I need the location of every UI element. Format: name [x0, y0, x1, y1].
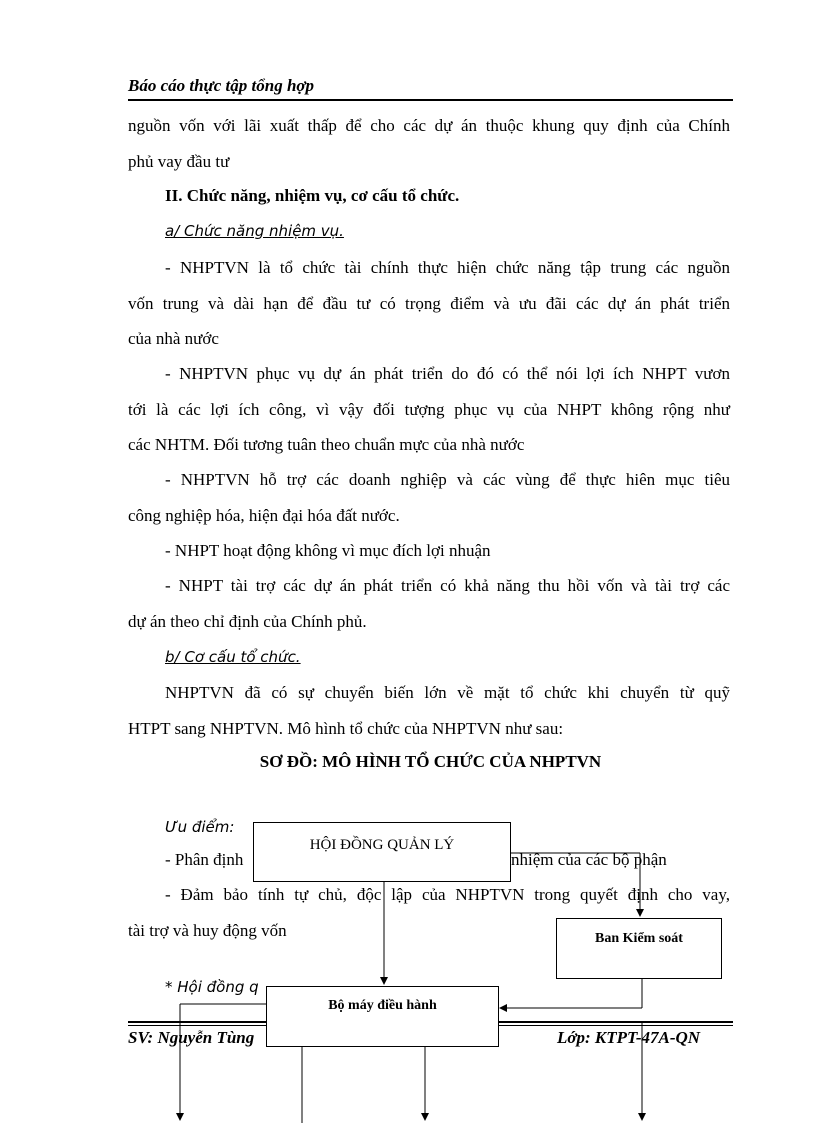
diagram-title: SƠ ĐỒ: MÔ HÌNH TỔ CHỨC CỦA NHPTVN [259, 752, 602, 771]
text-line: - NHPTVN phục vụ dự án phát triển do đó có thể nói lợi ích NHPT vươn [165, 364, 730, 383]
paragraph-6 [128, 568, 730, 639]
board-box: HỘI ĐỒNG QUẢN LÝ [253, 822, 511, 882]
header-rule [128, 99, 733, 101]
text-line: - Đảm bảo tính tự chủ, độc lập của NHPTVN trong quyết định cho vay, [165, 885, 730, 904]
text-line: dự án theo chỉ định của Chính phủ. [128, 611, 367, 631]
text-line: công nghiệp hóa, hiện đại hóa đất nước. [128, 505, 400, 525]
paragraph-2 [128, 250, 730, 357]
text-line: vốn trung và dài hạn để đầu tư có trọng điểm và ưu đãi các dự án phát triển [128, 293, 730, 313]
footer-class: Lớp: KTPT-47A-QN [557, 1028, 701, 1047]
text-line: - Phân định [165, 850, 244, 869]
text-line: các NHTM. Đối tương tuân theo chuẩn mực của nhà nước [128, 435, 525, 454]
advantages-label: Ưu điểm: [165, 818, 235, 836]
paragraph-1 [128, 108, 730, 179]
text-line: phủ vay đầu tư [128, 151, 230, 171]
text-line: - NHPTVN hỗ trợ các doanh nghiệp và các vùng để thực hiên mục tiêu [165, 470, 730, 489]
paragraph-7 [128, 675, 730, 746]
paragraph-3 [128, 356, 730, 463]
text-line: - NHPT hoạt động không vì mục đích lợi nhuận [165, 541, 491, 560]
text-line: của nhà nước [128, 329, 219, 348]
text-line: tài trợ và huy động vốn [128, 920, 287, 940]
text-line: tới là các lợi ích công, vì vậy đối tượng phục vụ của NHPT không rộng như [128, 399, 730, 419]
supervision-box: Ban Kiểm soát [556, 918, 722, 979]
text-line: NHPTVN đã có sự chuyển biến lớn về mặt tổ chức khi chuyển từ quỹ [165, 683, 730, 702]
text-line: - NHPT tài trợ các dự án phát triển có khả năng thu hồi vốn và tài trợ các [165, 576, 730, 595]
text-line: nguồn vốn với lãi xuất thấp để cho các dự án thuộc khung quy định của Chính [128, 116, 730, 135]
paragraph-4 [128, 462, 730, 533]
subheading-b: b/ Cơ cấu tổ chức. [165, 648, 301, 666]
subheading-a: a/ Chức năng nhiệm vụ. [165, 222, 344, 240]
section-heading: II. Chức năng, nhiệm vụ, cơ cấu tổ chức. [165, 186, 460, 205]
paragraph-5 [128, 533, 730, 569]
text-line: nhiệm của các bộ phận [511, 850, 667, 869]
header-title: Báo cáo thực tập tổng hợp [128, 76, 315, 95]
footer-student: SV: Nguyễn Tùng [128, 1028, 255, 1047]
board-note: * Hội đồng q [165, 978, 259, 996]
executive-box: Bộ máy điều hành [266, 986, 499, 1047]
text-line: HTPT sang NHPTVN. Mô hình tổ chức của NHPTVN như sau: [128, 718, 564, 738]
text-line: - NHPTVN là tổ chức tài chính thực hiện chức năng tập trung các nguồn [165, 258, 730, 277]
